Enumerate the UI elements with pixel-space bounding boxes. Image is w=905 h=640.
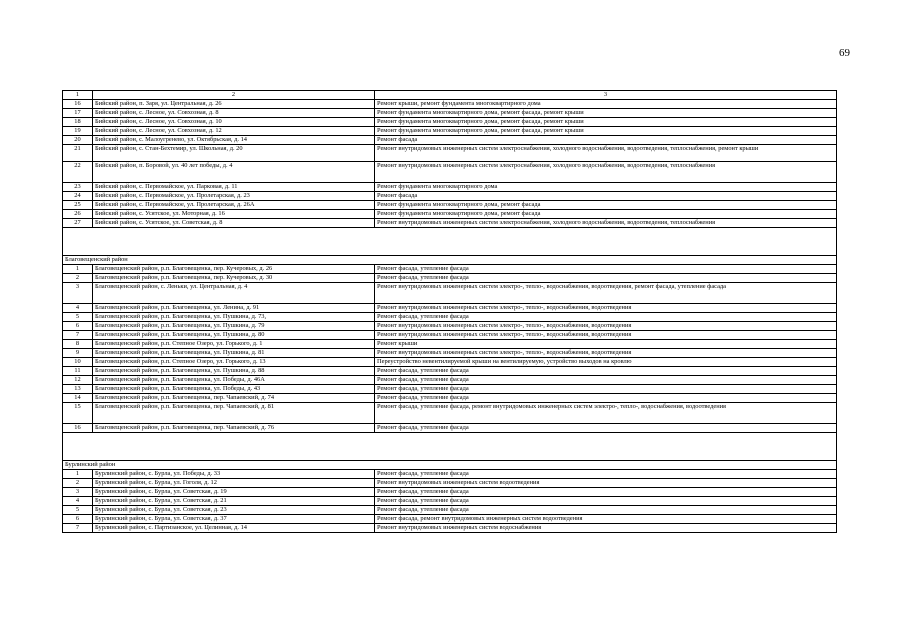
row-address: Благовещенский район, р.п. Благовещенка, ул. Пушкина, д. 88 xyxy=(93,367,375,376)
row-work-type: Ремонт фасада xyxy=(375,136,837,145)
row-number: 10 xyxy=(63,358,93,367)
row-number: 13 xyxy=(63,385,93,394)
table-row xyxy=(63,136,837,145)
repair-table xyxy=(62,90,837,533)
row-work-type: Ремонт внутридомовых инженерных систем электроснабжения, холодного водоснабжения, водоотведения, теплоснабжения, ремонт крыши xyxy=(375,145,837,162)
row-address: Благовещенский район, с. Леньки, ул. Центральная, д. 4 xyxy=(93,283,375,304)
table-row xyxy=(63,524,837,533)
section-title: Бурлинский район xyxy=(63,461,837,470)
row-address: Благовещенский район, р.п. Степное Озеро, ул. Горького, д. 13 xyxy=(93,358,375,367)
header-cell-3: 3 xyxy=(375,91,837,100)
row-number: 11 xyxy=(63,367,93,376)
row-work-type: Ремонт фасада, ремонт внутридомовых инженерных систем водоотведения xyxy=(375,515,837,524)
row-number: 4 xyxy=(63,304,93,313)
row-number: 1 xyxy=(63,265,93,274)
row-work-type: Ремонт внутридомовых инженерных систем электро-, тепло-, водоснабжения, водоотведения xyxy=(375,322,837,331)
table-row xyxy=(63,424,837,433)
row-address: Бийский район, с. Лесное, ул. Совхозная, д. 10 xyxy=(93,118,375,127)
table-row xyxy=(63,376,837,385)
row-address: Бийский район, с. Первомайское, ул. Пролетарская, д. 26А xyxy=(93,201,375,210)
table-row xyxy=(63,394,837,403)
table-row xyxy=(63,100,837,109)
row-address: Благовещенский район, р.п. Благовещенка, ул. Победы, д. 46А xyxy=(93,376,375,385)
row-work-type: Ремонт внутридомовых инженерных систем электро-, тепло-, водоснабжения, водоотведения, ремонт фасада, утепление фасада xyxy=(375,283,837,304)
row-work-type: Ремонт фасада, утепление фасада xyxy=(375,424,837,433)
row-number: 27 xyxy=(63,219,93,228)
row-work-type: Ремонт фасада, утепление фасада xyxy=(375,313,837,322)
table-row xyxy=(63,109,837,118)
table-row xyxy=(63,210,837,219)
row-address: Благовещенский район, р.п. Благовещенка, ул. Победы, д. 43 xyxy=(93,385,375,394)
row-work-type: Ремонт фасада xyxy=(375,192,837,201)
section-spacer xyxy=(63,433,837,461)
table-row xyxy=(63,313,837,322)
table-row xyxy=(63,183,837,192)
row-address: Бурлинский район, с. Бурла, ул. Гоголя, д. 12 xyxy=(93,479,375,488)
row-work-type: Ремонт фасада, утепление фасада xyxy=(375,385,837,394)
row-address: Благовещенский район, р.п. Благовещенка, пер. Чапаевский, д. 81 xyxy=(93,403,375,424)
table-row xyxy=(63,274,837,283)
row-address: Бийский район, с. Лесное, ул. Совхозная, д. 8 xyxy=(93,109,375,118)
table-row xyxy=(63,340,837,349)
section-spacer xyxy=(63,228,837,256)
row-address: Благовещенский район, р.п. Благовещенка, пер. Чапаевский, д. 74 xyxy=(93,394,375,403)
section-title-row xyxy=(63,256,837,265)
row-address: Благовещенский район, р.п. Благовещенка, ул. Пушкина, д. 79 xyxy=(93,322,375,331)
row-address: Благовещенский район, р.п. Благовещенка, пер. Чапаевский, д. 76 xyxy=(93,424,375,433)
row-number: 5 xyxy=(63,506,93,515)
table-row xyxy=(63,358,837,367)
table-row xyxy=(63,497,837,506)
section-title: Благовещенский район xyxy=(63,256,837,265)
table-row xyxy=(63,488,837,497)
row-address: Бийский район, п. Заря, ул. Центральная, д. 26 xyxy=(93,100,375,109)
row-address: Бурлинский район, с. Бурла, ул. Советская, д. 19 xyxy=(93,488,375,497)
row-number: 22 xyxy=(63,162,93,183)
page-number: 69 xyxy=(839,47,850,59)
row-work-type: Ремонт фасада, утепление фасада xyxy=(375,394,837,403)
table-row xyxy=(63,219,837,228)
row-number: 19 xyxy=(63,127,93,136)
row-work-type: Ремонт фасада, утепление фасада xyxy=(375,376,837,385)
row-address: Благовещенский район, р.п. Благовещенка, ул. Пушкина, д. 80 xyxy=(93,331,375,340)
row-number: 26 xyxy=(63,210,93,219)
table-row xyxy=(63,349,837,358)
row-address: Бурлинский район, с. Партизанское, ул. Целинная, д. 14 xyxy=(93,524,375,533)
row-address: Благовещенский район, р.п. Благовещенка, пер. Кучеровых, д. 30 xyxy=(93,274,375,283)
row-address: Бийский район, с. Усятское, ул. Советская, д. 8 xyxy=(93,219,375,228)
table-row xyxy=(63,479,837,488)
row-number: 6 xyxy=(63,322,93,331)
row-number: 8 xyxy=(63,340,93,349)
table-row xyxy=(63,385,837,394)
row-work-type: Ремонт фасада, утепление фасада xyxy=(375,274,837,283)
row-number: 24 xyxy=(63,192,93,201)
row-number: 21 xyxy=(63,145,93,162)
row-number: 3 xyxy=(63,488,93,497)
row-number: 9 xyxy=(63,349,93,358)
table-row xyxy=(63,201,837,210)
row-address: Бийский район, с. Первомайское, ул. Парковая, д. 11 xyxy=(93,183,375,192)
table-row xyxy=(63,118,837,127)
table-header-row xyxy=(63,91,837,100)
row-work-type: Ремонт фундамента многоквартирного дома xyxy=(375,183,837,192)
table-row xyxy=(63,322,837,331)
row-number: 2 xyxy=(63,479,93,488)
row-work-type: Ремонт внутридомовых инженерных систем водоснабжения xyxy=(375,524,837,533)
row-address: Благовещенский район, р.п. Благовещенка, ул. Ленина, д. 91 xyxy=(93,304,375,313)
table-row xyxy=(63,127,837,136)
row-number: 17 xyxy=(63,109,93,118)
table-row xyxy=(63,515,837,524)
row-address: Благовещенский район, р.п. Благовещенка, ул. Пушкина, д. 73, xyxy=(93,313,375,322)
row-number: 15 xyxy=(63,403,93,424)
row-work-type: Ремонт фасада, утепление фасада xyxy=(375,497,837,506)
row-work-type: Переустройство невентилируемой крыши на вентилируемую, устройство выходов на кровлю xyxy=(375,358,837,367)
row-work-type: Ремонт фасада, утепление фасада xyxy=(375,488,837,497)
row-number: 16 xyxy=(63,424,93,433)
row-address: Бийский район, с. Первомайское, ул. Пролетарская, д. 23 xyxy=(93,192,375,201)
row-number: 6 xyxy=(63,515,93,524)
header-cell-2: 2 xyxy=(93,91,375,100)
row-address: Бийский район, с. Усятское, ул. Моторная, д. 16 xyxy=(93,210,375,219)
row-work-type: Ремонт фасада, утепление фасада xyxy=(375,506,837,515)
row-work-type: Ремонт фасада, утепление фасада, ремонт внутридомовых инженерных систем электро-, тепло-, водоснабжения, водоотведения xyxy=(375,403,837,424)
row-number: 14 xyxy=(63,394,93,403)
row-number: 7 xyxy=(63,331,93,340)
row-work-type: Ремонт крыши xyxy=(375,340,837,349)
table-row xyxy=(63,304,837,313)
table-row xyxy=(63,145,837,162)
row-number: 3 xyxy=(63,283,93,304)
row-work-type: Ремонт фасада, утепление фасада xyxy=(375,265,837,274)
table-body xyxy=(63,91,837,533)
row-work-type: Ремонт фундамента многоквартирного дома, ремонт фасада, ремонт крыши xyxy=(375,127,837,136)
row-work-type: Ремонт фасада, утепление фасада xyxy=(375,367,837,376)
row-address: Благовещенский район, р.п. Благовещенка, ул. Пушкина, д. 81 xyxy=(93,349,375,358)
row-address: Бурлинский район, с. Бурла, ул. Советская, д. 23 xyxy=(93,506,375,515)
table-row xyxy=(63,265,837,274)
row-work-type: Ремонт внутридомовых инженерных систем электро-, тепло-, водоснабжения, водоотведения xyxy=(375,304,837,313)
row-work-type: Ремонт внутридомовых инженерных систем водоотведения xyxy=(375,479,837,488)
row-work-type: Ремонт фасада, утепление фасада xyxy=(375,470,837,479)
row-address: Бурлинский район, с. Бурла, ул. Советская, д. 21 xyxy=(93,497,375,506)
row-work-type: Ремонт внутридомовых инженерных систем электро-, тепло-, водоснабжения, водоотведения xyxy=(375,331,837,340)
table-row xyxy=(63,403,837,424)
row-address: Бурлинский район, с. Бурла, ул. Советская, д. 37 xyxy=(93,515,375,524)
row-work-type: Ремонт внутридомовых инженерных систем электроснабжения, холодного водоснабжения, водоотведения, теплоснабжения xyxy=(375,219,837,228)
table-row xyxy=(63,470,837,479)
row-address: Бийский район, с. Малоугренево, ул. Октябрьская, д. 14 xyxy=(93,136,375,145)
row-work-type: Ремонт фундамента многоквартирного дома, ремонт фасада, ремонт крыши xyxy=(375,109,837,118)
row-address: Благовещенский район, р.п. Степное Озеро, ул. Горького, д. 1 xyxy=(93,340,375,349)
row-work-type: Ремонт крыши, ремонт фундамента многоквартирного дома xyxy=(375,100,837,109)
row-address: Бийский район, с. Стан-Бехтемир, ул. Школьная, д. 20 xyxy=(93,145,375,162)
row-number: 16 xyxy=(63,100,93,109)
row-number: 7 xyxy=(63,524,93,533)
row-work-type: Ремонт фундамента многоквартирного дома, ремонт фасада xyxy=(375,210,837,219)
table-row xyxy=(63,331,837,340)
section-title-row xyxy=(63,461,837,470)
table-row xyxy=(63,162,837,183)
row-number: 25 xyxy=(63,201,93,210)
row-number: 12 xyxy=(63,376,93,385)
row-work-type: Ремонт фундамента многоквартирного дома, ремонт фасада xyxy=(375,201,837,210)
row-address: Бийский район, с. Лесное, ул. Совхозная, д. 12 xyxy=(93,127,375,136)
row-number: 4 xyxy=(63,497,93,506)
section-spacer-cell xyxy=(63,433,837,461)
row-number: 20 xyxy=(63,136,93,145)
row-number: 2 xyxy=(63,274,93,283)
row-address: Бурлинский район, с. Бурла, ул. Победы, д. 33 xyxy=(93,470,375,479)
row-number: 1 xyxy=(63,470,93,479)
table-row xyxy=(63,283,837,304)
row-work-type: Ремонт внутридомовых инженерных систем электро-, тепло-, водоснабжения, водоотведения xyxy=(375,349,837,358)
row-work-type: Ремонт внутридомовых инженерных систем электроснабжения, холодного водоснабжения, водоотведения, теплоснабжения xyxy=(375,162,837,183)
row-number: 5 xyxy=(63,313,93,322)
section-spacer-cell xyxy=(63,228,837,256)
table-row xyxy=(63,192,837,201)
row-number: 18 xyxy=(63,118,93,127)
header-cell-1: 1 xyxy=(63,91,93,100)
row-number: 23 xyxy=(63,183,93,192)
table-row xyxy=(63,367,837,376)
row-address: Благовещенский район, р.п. Благовещенка, пер. Кучеровых, д. 26 xyxy=(93,265,375,274)
table-row xyxy=(63,506,837,515)
row-work-type: Ремонт фундамента многоквартирного дома, ремонт фасада, ремонт крыши xyxy=(375,118,837,127)
row-address: Бийский район, п. Боровой, ул. 40 лет победы, д. 4 xyxy=(93,162,375,183)
